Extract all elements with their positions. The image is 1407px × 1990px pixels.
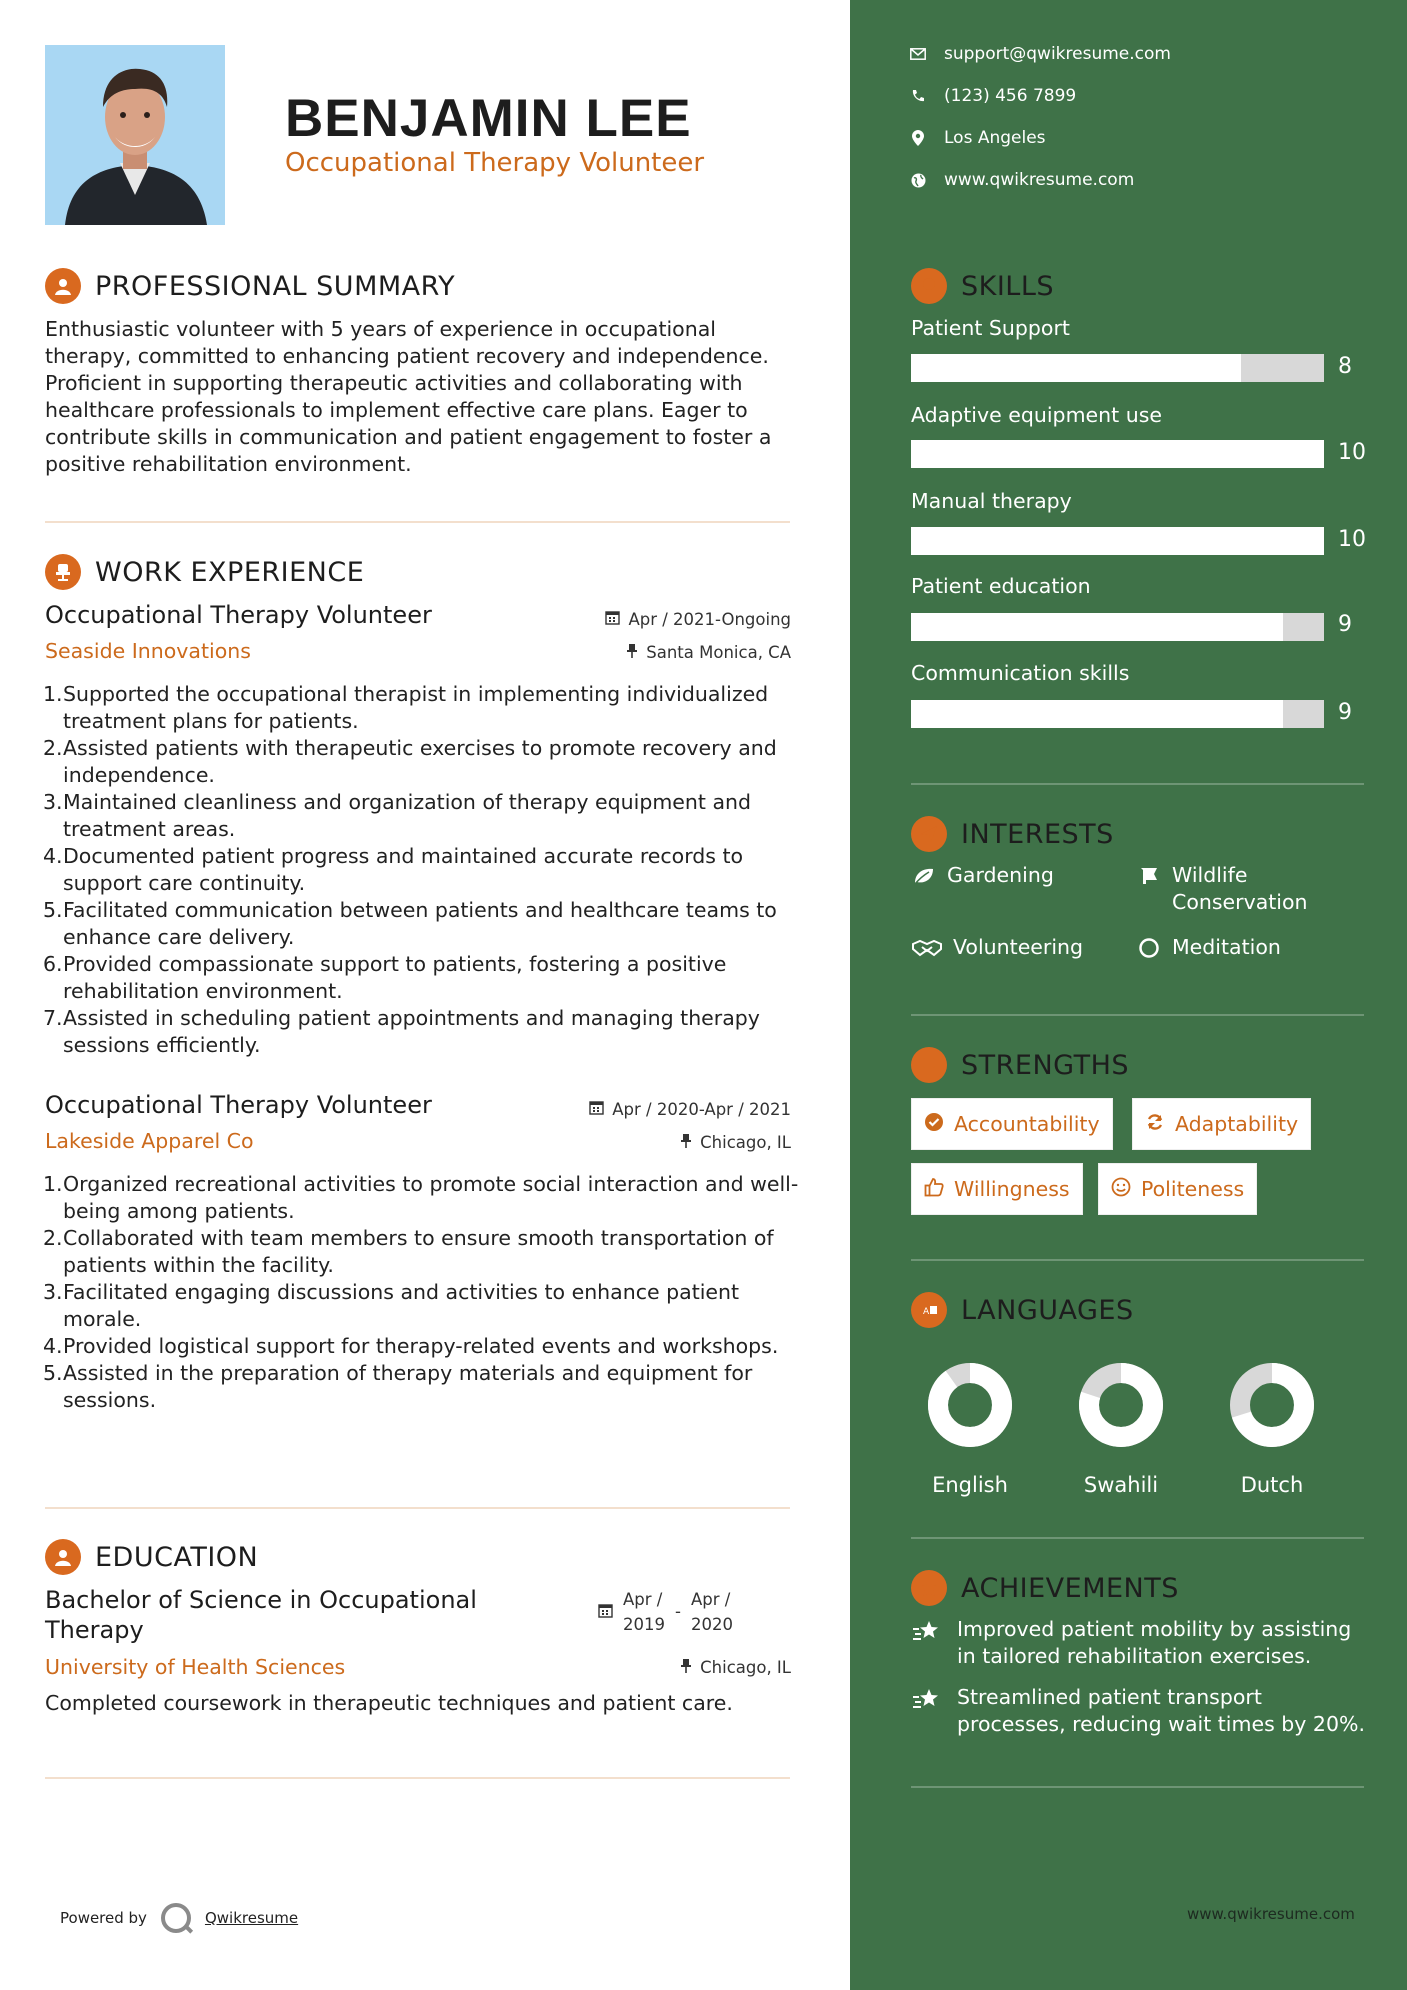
divider <box>911 1537 1364 1539</box>
skill-label: Patient education <box>911 574 1091 598</box>
skill-bar-fill <box>911 440 1324 468</box>
location-text: Chicago, IL <box>700 1133 791 1152</box>
skill-bar-fill <box>911 700 1283 728</box>
achievement-item <box>911 1684 1371 1738</box>
skill-bar-fill <box>911 354 1241 382</box>
skill-value: 9 <box>1338 700 1352 725</box>
education-heading <box>45 1539 258 1575</box>
strengths-heading <box>911 1047 1129 1083</box>
skill-value: 10 <box>1338 527 1366 552</box>
achievement-text: Streamlined patient transport processes, reducing wait times by 20%. <box>957 1685 1366 1736</box>
education-location <box>680 1658 791 1677</box>
candidate-name: BENJAMIN LEE <box>285 89 692 148</box>
brand-link[interactable]: Qwikresume <box>204 1909 299 1927</box>
globe-icon <box>910 172 926 188</box>
skills-heading <box>911 268 1054 304</box>
duties-list <box>45 681 805 1059</box>
skill-value: 10 <box>1338 440 1366 465</box>
section-title: STRENGTHS <box>961 1049 1130 1081</box>
interests-heading <box>911 816 1114 852</box>
language-label: English <box>932 1473 1008 1497</box>
list-item: 4. Provided logistical support for therapy-related events and workshops. <box>43 1334 779 1358</box>
pin-icon <box>680 1133 692 1152</box>
skill-value: 8 <box>1338 354 1352 379</box>
skill-label: Adaptive equipment use <box>911 403 1162 427</box>
section-title: PROFESSIONAL SUMMARY <box>95 270 456 302</box>
shooting-star-icon <box>911 1616 943 1643</box>
end-date: Apr / 2020 <box>690 1590 733 1634</box>
phone-icon <box>910 88 926 104</box>
lightbulb-icon <box>911 268 947 304</box>
divider <box>911 1014 1364 1016</box>
list-item: 3. Maintained cleanliness and organization of therapy equipment and treatment areas. <box>43 790 752 841</box>
skill-bar <box>911 354 1324 382</box>
interest-item <box>911 934 1083 961</box>
footer-branding <box>60 1903 298 1933</box>
interest-label: Wildlife Conservation <box>1172 863 1308 914</box>
translate-icon <box>911 1292 947 1328</box>
summary-heading <box>45 268 455 304</box>
education-dates <box>598 1587 733 1637</box>
section-title: LANGUAGES <box>961 1294 1134 1326</box>
experience-heading <box>45 554 364 590</box>
location-text: Chicago, IL <box>700 1658 791 1677</box>
contact-website[interactable] <box>910 170 1134 190</box>
duties-list <box>45 1171 805 1414</box>
job-location <box>680 1133 791 1152</box>
section-title: WORK EXPERIENCE <box>95 556 365 588</box>
education-description: Completed coursework in therapeutic techniques and patient care. <box>45 1691 733 1715</box>
divider <box>45 521 790 523</box>
check-circle-icon <box>924 1112 944 1137</box>
profile-photo <box>45 45 225 225</box>
divider <box>911 1786 1364 1788</box>
start-date: Apr / 2019 <box>623 1590 665 1634</box>
graduate-icon <box>45 1539 81 1575</box>
degree-line: Bachelor of Science in Occupational <box>45 1586 477 1614</box>
job-title: Occupational Therapy Volunteer <box>45 601 432 629</box>
language-item <box>1071 1355 1171 1497</box>
svg-text:A: A <box>923 1307 930 1317</box>
section-title: INTERESTS <box>961 818 1114 850</box>
list-item: 1. Supported the occupational therapist in implementing individualized treatment plans for patients. <box>43 682 769 733</box>
job-title: Occupational Therapy Volunteer <box>45 1091 432 1119</box>
strength-label: Willingness <box>954 1177 1070 1201</box>
language-label: Swahili <box>1083 1473 1159 1497</box>
list-item: 2. Assisted patients with therapeutic exercises to promote recovery and independence. <box>43 736 777 787</box>
leaf-icon <box>911 862 937 889</box>
list-item: 4. Documented patient progress and maintained accurate records to support care continuity. <box>43 844 744 895</box>
handshake-icon <box>911 934 943 961</box>
divider <box>45 1777 790 1779</box>
contact-email[interactable] <box>910 44 1171 64</box>
calendar-icon <box>605 610 620 629</box>
star-badge-icon <box>911 1570 947 1606</box>
email-text: support@qwikresume.com <box>944 44 1171 64</box>
thumbs-up-icon <box>924 1177 944 1202</box>
interest-label: Volunteering <box>953 935 1084 959</box>
chair-icon <box>45 554 81 590</box>
job-dates <box>589 1100 791 1119</box>
strength-label: Adaptability <box>1175 1112 1299 1136</box>
languages-heading <box>911 1292 1134 1328</box>
list-item: 2. Collaborated with team members to ensure smooth transportation of patients within the facility. <box>43 1226 774 1277</box>
strength-label: Accountability <box>954 1112 1100 1136</box>
website-text: www.qwikresume.com <box>944 170 1135 190</box>
achievements-heading <box>911 1570 1179 1606</box>
strength-chip <box>911 1098 1113 1150</box>
location-text: Santa Monica, CA <box>646 643 791 662</box>
skill-bar <box>911 700 1324 728</box>
divider <box>45 1507 790 1509</box>
job-location <box>626 643 791 662</box>
list-item: 5. Assisted in the preparation of therapy materials and equipment for sessions. <box>43 1361 753 1412</box>
achievement-item <box>911 1616 1371 1670</box>
skill-bar-fill <box>911 613 1283 641</box>
language-donut <box>920 1355 1020 1455</box>
achievement-text: Improved patient mobility by assisting in tailored rehabilitation exercises. <box>957 1617 1352 1668</box>
divider <box>911 783 1364 785</box>
skill-bar <box>911 440 1324 468</box>
qwikresume-logo-icon <box>161 1903 191 1933</box>
language-label: Dutch <box>1240 1473 1304 1497</box>
calendar-icon <box>589 1100 604 1119</box>
phone-text: (123) 456 7899 <box>944 86 1077 106</box>
school-name: University of Health Sciences <box>45 1655 346 1679</box>
location-pin-icon <box>910 130 926 146</box>
location-text: Los Angeles <box>944 128 1046 148</box>
refresh-icon <box>1145 1112 1165 1137</box>
list-item: 7. Assisted in scheduling patient appointments and managing therapy sessions efficiently. <box>43 1006 760 1057</box>
skill-label: Communication skills <box>911 661 1130 685</box>
pin-icon <box>626 643 638 662</box>
strength-chip <box>1132 1098 1311 1150</box>
job-dates <box>605 610 791 629</box>
language-item <box>1222 1355 1322 1497</box>
envelope-icon <box>910 46 926 62</box>
circle-icon <box>1136 934 1162 961</box>
section-title: EDUCATION <box>95 1541 259 1573</box>
date-dash: - <box>675 1602 681 1621</box>
interest-label: Gardening <box>947 863 1054 887</box>
skill-bar <box>911 527 1324 555</box>
dates-text: Apr / 2020-Apr / 2021 <box>612 1100 791 1119</box>
contact-location <box>910 128 1046 148</box>
interest-label: Meditation <box>1172 935 1281 959</box>
flag-icon <box>1136 862 1162 889</box>
dates-text: Apr / 2021-Ongoing <box>628 610 791 629</box>
job-company: Seaside Innovations <box>45 639 251 663</box>
candidate-role: Occupational Therapy Volunteer <box>285 148 705 178</box>
fist-icon <box>911 1047 947 1083</box>
summary-text: Enthusiastic volunteer with 5 years of experience in occupational therapy, committed to enhancing patient recovery and independence. Proficient in supporting therapeutic activities and collaborating with healthcare professionals to implement effective care plans. Eager to contribute skills in communication and patient engagement to foster a positive rehabilitation environment. <box>45 317 772 476</box>
calendar-icon <box>598 1587 613 1637</box>
powered-by-label: Powered by <box>60 1909 147 1927</box>
strength-label: Politeness <box>1141 1177 1245 1201</box>
list-item: 1. Organized recreational activities to promote social interaction and well-being among patients. <box>43 1172 799 1223</box>
job-company: Lakeside Apparel Co <box>45 1129 254 1153</box>
strength-chip <box>911 1163 1083 1215</box>
language-item <box>920 1355 1020 1497</box>
interest-item <box>1136 862 1308 916</box>
contact-phone[interactable] <box>910 86 1076 106</box>
skill-bar-fill <box>911 527 1324 555</box>
degree-line: Therapy <box>45 1616 144 1644</box>
footer-website[interactable]: www.qwikresume.com <box>1187 1905 1355 1923</box>
strength-chip <box>1098 1163 1257 1215</box>
interest-item <box>1136 934 1281 961</box>
interest-item <box>911 862 1054 889</box>
skill-value: 9 <box>1338 612 1352 637</box>
language-donut <box>1071 1355 1171 1455</box>
shooting-star-icon <box>911 1684 943 1711</box>
skill-label: Patient Support <box>911 316 1070 340</box>
user-icon <box>45 268 81 304</box>
smile-icon <box>1111 1177 1131 1202</box>
list-item: 5. Facilitated communication between patients and healthcare teams to enhance care delivery. <box>43 898 777 949</box>
list-item: 3. Facilitated engaging discussions and activities to enhance patient morale. <box>43 1280 740 1331</box>
skill-label: Manual therapy <box>911 489 1072 513</box>
skill-bar <box>911 613 1324 641</box>
paper-plane-icon <box>911 816 947 852</box>
language-donut <box>1222 1355 1322 1455</box>
pin-icon <box>680 1658 692 1677</box>
divider <box>911 1259 1364 1261</box>
list-item: 6. Provided compassionate support to patients, fostering a positive rehabilitation environment. <box>43 952 727 1003</box>
section-title: ACHIEVEMENTS <box>961 1572 1179 1604</box>
section-title: SKILLS <box>961 270 1055 302</box>
